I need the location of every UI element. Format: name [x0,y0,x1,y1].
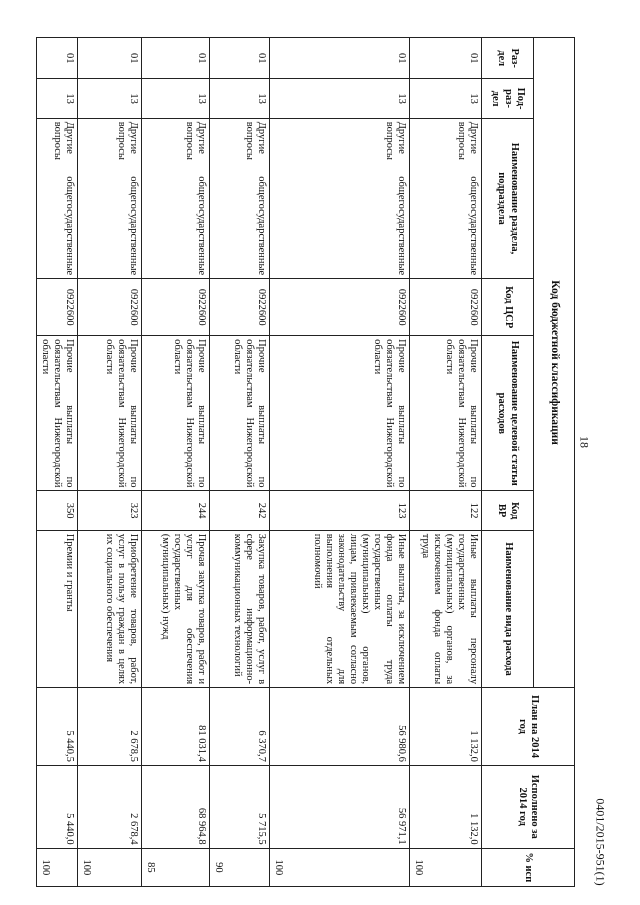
cell-kod-vr: 350 [36,491,77,530]
cell-razdel: 01 [410,38,482,79]
cell-naim-razdela: Другие общегосударственные вопросы [270,118,410,278]
cell-naim-razdela: Другие общегосударственные вопросы [78,118,142,278]
table-row [36,38,77,887]
cell-kod-vr: 123 [270,491,410,530]
cell-plan: 2 678,5 [78,688,142,766]
budget-table [36,37,575,887]
cell-plan: 6 370,7 [210,688,270,766]
cell-kod-csr: 0922600 [142,279,210,336]
cell-kod-vr: 242 [210,491,270,530]
cell-plan: 5 440,5 [36,688,77,766]
header-naim-razdela: Наименование раздела, подраздела [482,118,534,278]
cell-naim-vida: Закупка товаров, работ, услуг в сфере информационно-коммуникационных технологий [210,530,270,687]
cell-razdel: 01 [270,38,410,79]
cell-kod-vr: 122 [410,491,482,530]
cell-kod-vr: 244 [142,491,210,530]
header-naim-statii: Наименование целевой статьи расходов [482,336,534,491]
cell-razdel: 01 [78,38,142,79]
cell-razdel: 01 [142,38,210,79]
cell-naim-razdela: Другие общегосударственные вопросы [36,118,77,278]
cell-naim-statii: Прочие выплаты по обязательствам Нижегородской области [210,336,270,491]
document-code: 0401/2015-951(1) [593,798,608,886]
cell-kod-vr: 323 [78,491,142,530]
cell-podrazdel: 13 [36,79,77,118]
table-row [78,38,142,887]
cell-naim-statii: Прочие выплаты по обязательствам Нижегородской области [410,336,482,491]
cell-percent: 100 [36,848,77,886]
cell-kod-csr: 0922600 [210,279,270,336]
header-razdel: Раз-дел [482,38,534,79]
cell-naim-vida: Иные выплаты персоналу государственных (муниципальных) органов, за исключением фонда оплаты труда [410,530,482,687]
cell-podrazdel: 13 [270,79,410,118]
budget-classification-header: Код бюджетной классификации [534,38,575,688]
table-row [142,38,210,887]
cell-naim-vida: Приобретение товаров, работ, услуг в пользу граждан в целях их социального обеспечения [78,530,142,687]
cell-podrazdel: 13 [210,79,270,118]
table-row [210,38,270,887]
cell-naim-statii: Прочие выплаты по обязательствам Нижегородской области [270,336,410,491]
cell-ispolneno: 2 678,4 [78,765,142,848]
cell-plan: 81 031,4 [142,688,210,766]
table-row [270,38,410,887]
budget-table-container [39,37,575,887]
cell-ispolneno: 56 971,1 [270,765,410,848]
cell-podrazdel: 13 [142,79,210,118]
cell-kod-csr: 0922600 [36,279,77,336]
cell-percent: 90 [210,848,270,886]
cell-naim-vida: Премии и гранты [36,530,77,687]
cell-ispolneno: 5 440,0 [36,765,77,848]
cell-naim-statii: Прочие выплаты по обязательствам Нижегородской области [78,336,142,491]
table-row [410,38,482,887]
header-podrazdel: Под-раз-дел [482,79,534,118]
cell-kod-csr: 0922600 [410,279,482,336]
header-kod-csr: Код ЦСР [482,279,534,336]
page-number: 18 [577,436,592,448]
cell-kod-csr: 0922600 [270,279,410,336]
cell-naim-statii: Прочие выплаты по обязательствам Нижегородской области [36,336,77,491]
cell-podrazdel: 13 [78,79,142,118]
cell-naim-vida: Иные выплаты, за исключением фонда оплаты труда государственных (муниципальных) органов, лицам, привлекаемым согласно законодательству для выполнения отдельных полномочий [270,530,410,687]
cell-percent: 100 [270,848,410,886]
header-percent: % исп [482,848,575,886]
header-plan: План на 2014 год [482,688,575,766]
header-naim-vida: Наименование вида расхода [482,530,534,687]
cell-percent: 85 [142,848,210,886]
cell-ispolneno: 1 132,0 [410,765,482,848]
cell-percent: 100 [410,848,482,886]
cell-razdel: 01 [36,38,77,79]
header-kod-vr: Код ВР [482,491,534,530]
header-ispolneno: Исполнено за 2014 год [482,765,575,848]
cell-naim-statii: Прочие выплаты по обязательствам Нижегородской области [142,336,210,491]
cell-percent: 100 [78,848,142,886]
cell-kod-csr: 0922600 [78,279,142,336]
cell-naim-razdela: Другие общегосударственные вопросы [210,118,270,278]
cell-ispolneno: 68 964,8 [142,765,210,848]
cell-naim-razdela: Другие общегосударственные вопросы [410,118,482,278]
cell-razdel: 01 [210,38,270,79]
cell-naim-vida: Прочая закупка товаров, работ и услуг для обеспечения государственных (муниципальных) нужд [142,530,210,687]
cell-ispolneno: 5 715,5 [210,765,270,848]
cell-plan: 1 132,0 [410,688,482,766]
cell-podrazdel: 13 [410,79,482,118]
cell-naim-razdela: Другие общегосударственные вопросы [142,118,210,278]
cell-plan: 56 980,6 [270,688,410,766]
